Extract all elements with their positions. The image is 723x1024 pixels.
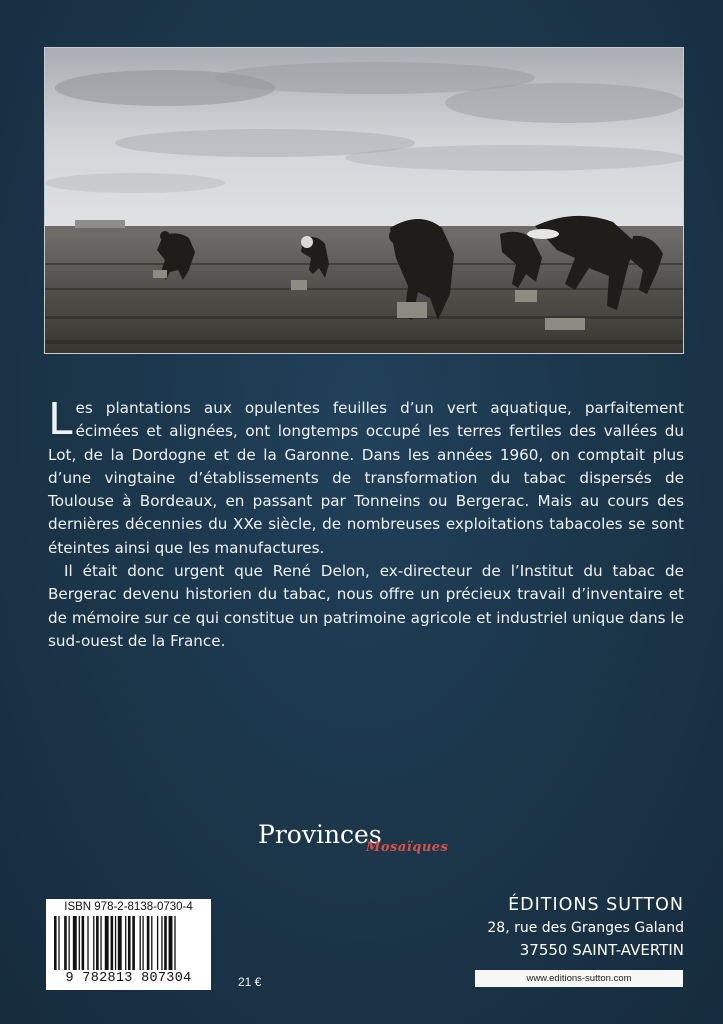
publisher-city: 37550 SAINT-AVERTIN [519, 941, 684, 959]
publisher-street: 28, rue des Granges Galand [487, 920, 684, 936]
ean-digits: 9 782813 807304 [65, 971, 192, 986]
paragraph-2: Il était donc urgent que René Delon, ex-directeur de l’Institut du tabac de Bergerac devenu historien du tabac, nous offre un précieux travail d’inventaire et de mémoire sur ce qui constitue un patrimoine agricole et industriel unique dans le sud-ouest de la France. [48, 562, 684, 650]
series-subtitle: Mosaïques [366, 840, 449, 855]
paragraph-1-text: es plantations aux opulentes feuilles d’un vert aquatique, parfaitement écimées et alignées, ont longtemps occupé les terres fertiles des vallées du Lot, de la Dordogne et de la Garonne. Dans les années 1960, on comptait plus d’une vingtaine d’établissements de transformation du tabac dispersés de Toulouse à Bordeaux, en passant par Tonneins ou Bergerac. Mais au cours des dernières décennies du XXe siècle, de nombreuses exploitations tabacoles se sont éteintes ainsi que les manufactures. [48, 399, 684, 557]
cover-photo [44, 47, 684, 354]
publisher-name: ÉDITIONS SUTTON [508, 895, 684, 915]
price: 21 € [238, 975, 262, 989]
isbn-barcode [46, 899, 211, 990]
photo-field-workers-icon [45, 48, 683, 353]
publisher-url: www.editions-sutton.com [475, 970, 683, 987]
paragraph-1 [48, 394, 684, 560]
barcode-icon [52, 916, 205, 972]
series-logo [258, 820, 478, 864]
publisher-block [466, 893, 684, 961]
back-cover-text [48, 394, 684, 653]
series-title: Provinces [258, 820, 382, 849]
drop-cap: L [48, 394, 73, 445]
isbn-number: ISBN 978-2-8138-0730-4 [64, 901, 193, 913]
